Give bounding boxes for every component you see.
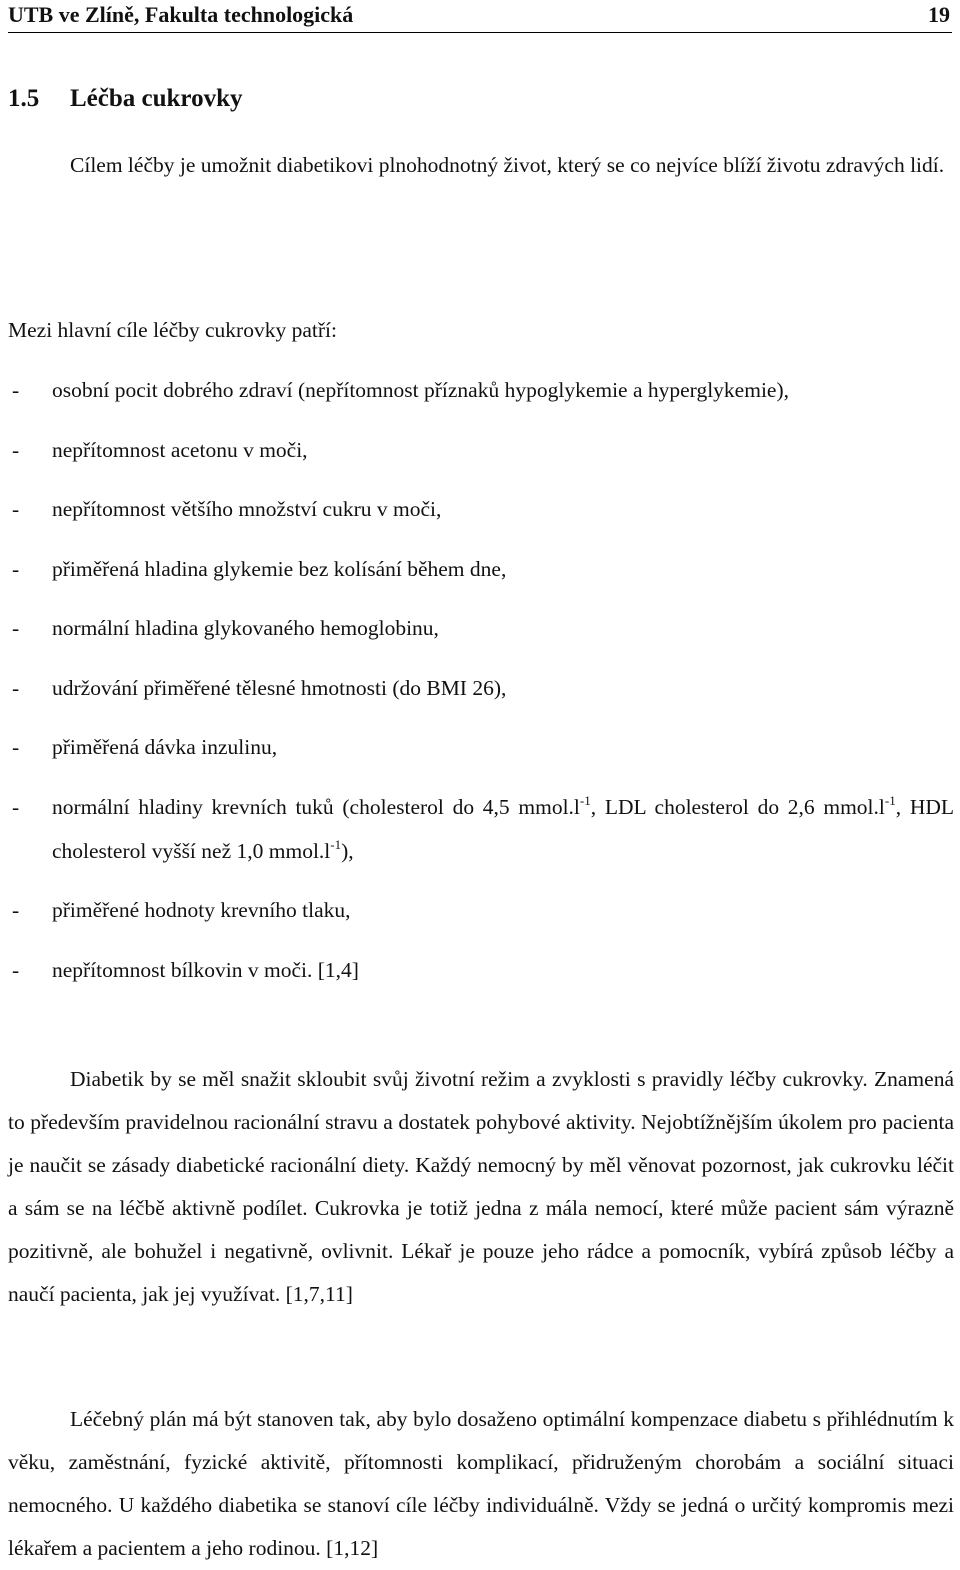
intro-paragraph: Cílem léčby je umožnit diabetikovi plnohodnotný život, který se co nejvíce blíží životu zdravých lidí. [70,153,945,177]
list-item: - udržování přiměřené tělesné hmotnosti (do BMI 26), [8,666,954,710]
list-item: - osobní pocit dobrého zdraví (nepřítomnost příznaků hypoglykemie a hyperglykemie), [8,368,954,412]
list-item: - nepřítomnost acetonu v moči, [8,428,954,472]
list-dash: - [12,735,20,759]
list-dash: - [12,616,20,640]
list-item: - normální hladina glykovaného hemoglobinu, [8,606,954,650]
list-dash: - [12,957,20,982]
list-dash: - [12,675,20,700]
list-item: - přiměřená dávka inzulinu, [8,725,954,769]
list-item: - nepřítomnost bílkovin v moči. [1,4] [8,948,954,992]
header-institution: UTB ve Zlíně, Fakulta technologická [8,2,354,27]
list-item-lipids: - normální hladiny krevních tuků (cholesterol do 4,5 $mmol.l^{-1}$, LDL cholesterol do 2,6 $mmol.l^{-1}$, HDL cholesterol vyšší než 1,0 $mmol.l^{-1}$), [8,785,954,873]
list-dash: - [12,378,20,402]
page-header [8,2,952,33]
section-heading [8,84,242,114]
section-number: 1.5 [8,85,40,112]
paragraph-treatment-plan: Léčebný plán má být stanoven tak, aby bylo dosaženo optimální kompenzace diabetu s přihlédnutím k věku, zaměstnání, fyzické aktivitě, přítomnosti komplikací, přidruženým chorobám a sociální situaci nemocného. U každého diabetika se stanoví cíle léčby individuálně. Vždy se jedná o určitý kompromis mezi lékařem a pacientem a jeho rodinou. [1,12] [8,1407,954,1560]
list-dash: - [12,898,20,922]
header-page-number: 19 [928,2,950,27]
list-item: - přiměřené hodnoty krevního tlaku, [8,888,954,932]
section-title: Léčba cukrovky [70,85,243,112]
list-dash: - [12,794,20,819]
list-dash: - [12,497,20,521]
list-dash: - [12,437,20,462]
list-item: - nepřítomnost většího množství cukru v moči, [8,487,954,531]
goals-list [8,368,954,1007]
list-dash: - [12,556,20,581]
goals-intro: Mezi hlavní cíle léčby cukrovky patří: [8,318,337,342]
list-item: - přiměřená hladina glykemie bez kolísání během dne, [8,547,954,591]
paragraph-lifestyle: Diabetik by se měl snažit skloubit svůj životní režim a zvyklosti s pravidly léčby cukrovky. Znamená to především pravidelnou racionální stravu a dostatek pohybové aktivity. Nejobtížnějším úkolem pro pacienta je naučit se zásady diabetické racionální diety. Každý nemocný by měl věnovat pozornost, jak cukrovku léčit a sám se na léčbě aktivně podílet. Cukrovka je totiž jedna z mála nemocí, které může pacient sám výrazně pozitivně, ale bohužel i negativně, ovlivnit. Lékař je pouze jeho rádce a pomocník, vybírá způsob léčby a naučí pacienta, jak jej využívat. [1,7,11] [8,1067,954,1306]
